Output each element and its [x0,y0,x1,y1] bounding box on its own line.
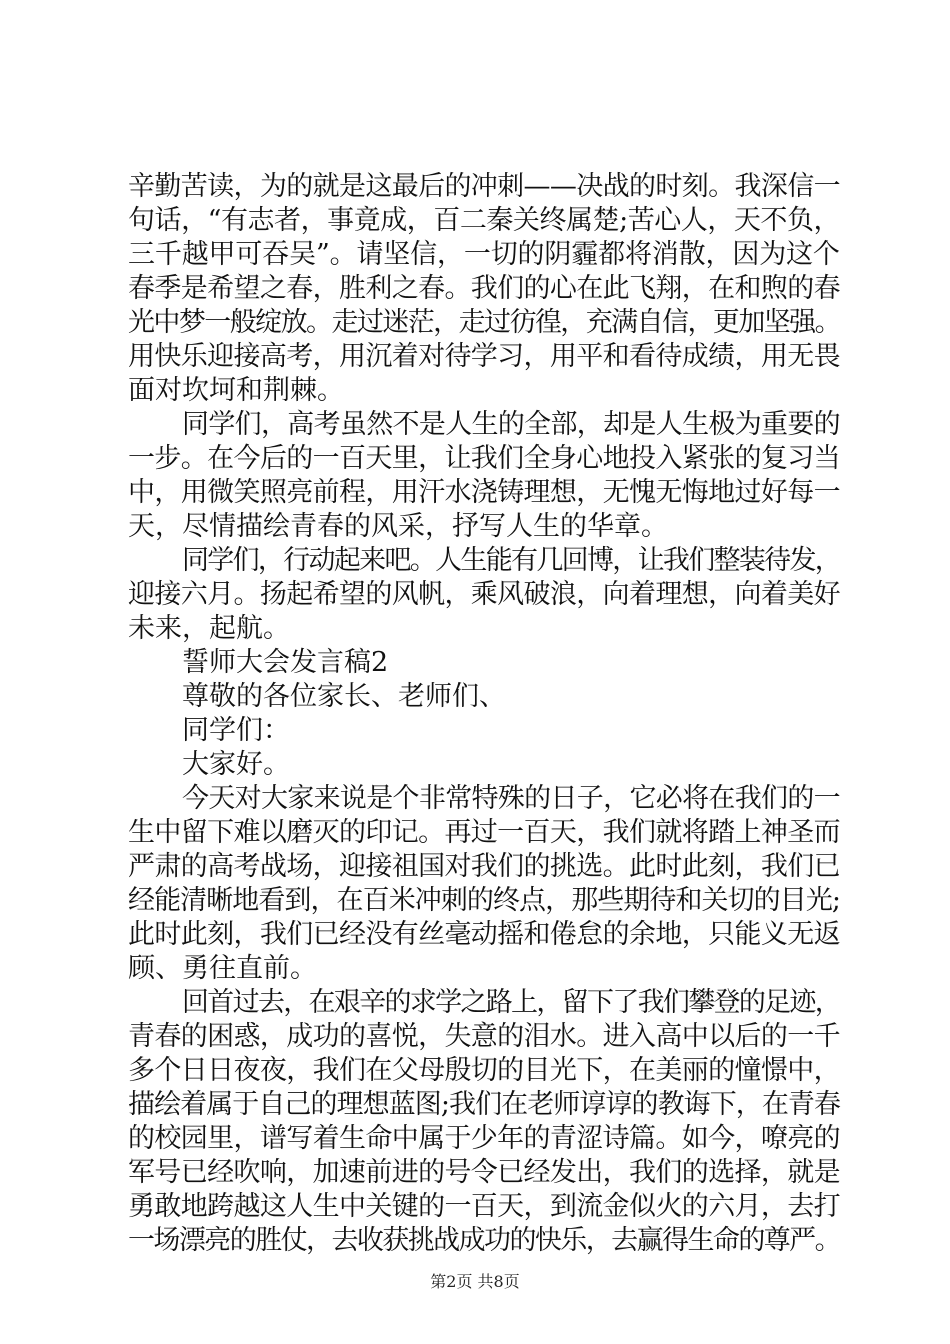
text-line: 描绘着属于自己的理想蓝图;我们在老师谆谆的教诲下，在青春 [128,1089,841,1120]
text-line: 光中梦一般绽放。走过迷茫，走过彷徨，充满自信，更加坚强。 [128,307,841,338]
text-line: 句话，“有志者，事竟成，百二秦关终属楚;苦心人，天不负， [128,205,841,236]
text-line: 多个日日夜夜，我们在父母殷切的目光下，在美丽的憧憬中， [128,1055,840,1086]
text-line: 中，用微笑照亮前程，用汗水浇铸理想，无愧无悔地过好每一 [128,477,840,508]
text-line: 面对坎坷和荆棘。 [128,375,344,406]
text-line: 顾、勇往直前。 [128,953,317,984]
text-line: 一场漂亮的胜仗，去收获挑战成功的快乐，去赢得生命的尊严。 [128,1225,841,1256]
text-line: 春季是希望之春，胜利之春。我们的心在此飞翔，在和煦的春 [128,273,840,304]
text-line: 此时此刻，我们已经没有丝毫动摇和倦怠的余地，只能义无返 [128,919,840,950]
text-line: 军号已经吹响，加速前进的号令已经发出，我们的选择，就是 [128,1157,840,1188]
text-line: 未来，起航。 [128,613,290,644]
text-line: 回首过去，在艰辛的求学之路上，留下了我们攀登的足迹， [182,987,841,1018]
body-text [128,170,841,1258]
text-line: 尊敬的各位家长、老师们、 [182,681,506,712]
text-line: 勇敢地跨越这人生中关键的一百天，到流金似火的六月，去打 [128,1191,840,1222]
text-line: 天，尽情描绘青春的风采，抒写人生的华章。 [128,511,668,542]
text-line: 的校园里，谱写着生命中属于少年的青涩诗篇。如今，嘹亮的 [128,1123,840,1154]
text-line: 同学们： [182,715,290,746]
text-line: 大家好。 [182,749,290,780]
text-line: 辛勤苦读，为的就是这最后的冲刺——决战的时刻。我深信一 [128,171,840,202]
text-line: 一步。在今后的一百天里，让我们全身心地投入紧张的复习当 [128,443,840,474]
text-line: 青春的困惑，成功的喜悦，失意的泪水。进入高中以后的一千 [128,1021,840,1052]
text-line: 生中留下难以磨灭的印记。再过一百天，我们就将踏上神圣而 [128,817,840,848]
text-line: 同学们，行动起来吧。人生能有几回博，让我们整装待发， [182,545,841,576]
text-line: 誓师大会发言稿2 [182,647,389,678]
page-footer: 第2页 共8页 [430,1272,520,1291]
text-line: 今天对大家来说是个非常特殊的日子，它必将在我们的一 [182,783,840,814]
text-line: 经能清晰地看到，在百米冲刺的终点，那些期待和关切的目光; [128,885,841,916]
text-line: 用快乐迎接高考，用沉着对待学习，用平和看待成绩，用无畏 [128,341,840,372]
text-line: 三千越甲可吞吴”。请坚信，一切的阴霾都将消散，因为这个 [128,239,840,270]
text-line: 迎接六月。扬起希望的风帆，乘风破浪，向着理想，向着美好 [128,579,840,610]
text-line: 同学们，高考虽然不是人生的全部，却是人生极为重要的 [182,409,840,440]
text-line: 严肃的高考战场，迎接祖国对我们的挑选。此时此刻，我们已 [128,851,840,882]
